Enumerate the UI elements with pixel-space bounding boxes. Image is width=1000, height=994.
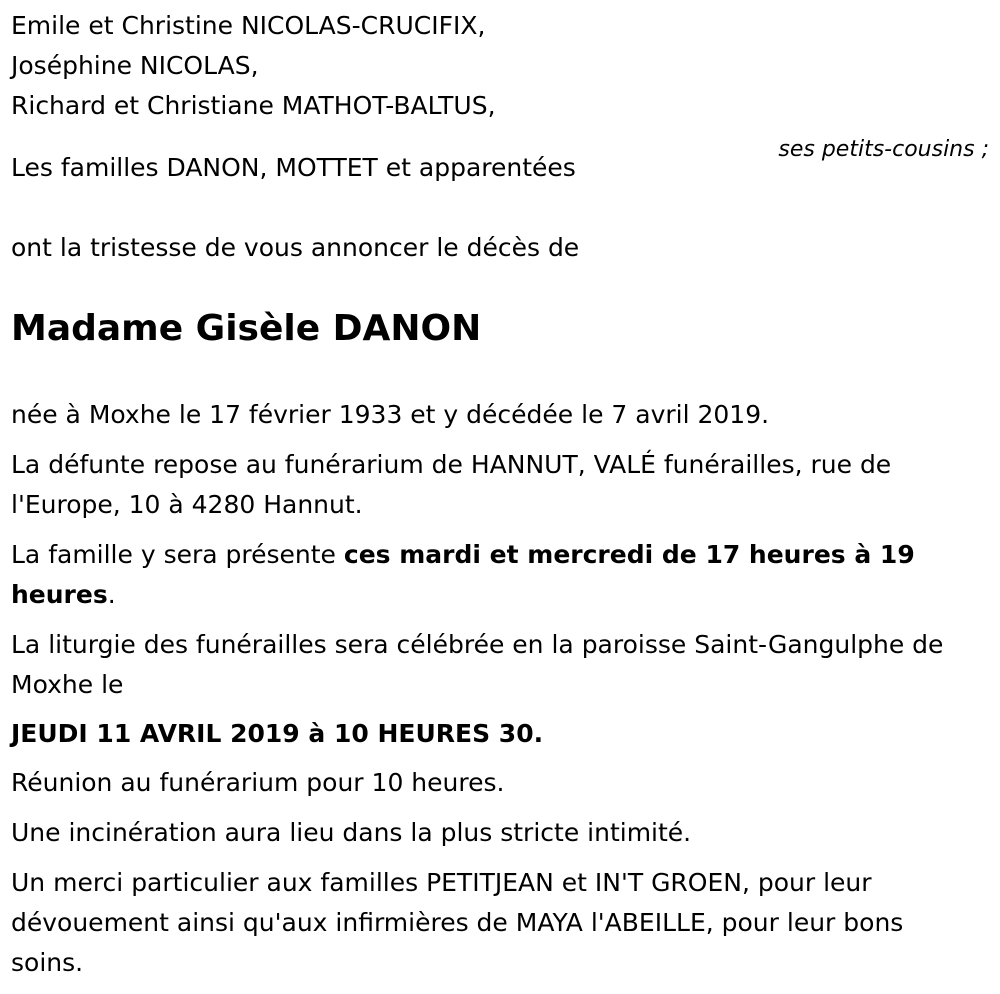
liturgy-details: La liturgie des funérailles sera célébrée en la paroisse Saint-Gangulphe de Moxhe le xyxy=(11,630,944,699)
presence-prefix: La famille y sera présente xyxy=(11,540,344,569)
presence-suffix: . xyxy=(107,580,116,609)
signer-line: Joséphine NICOLAS, xyxy=(11,51,259,80)
signer-line: Richard et Christiane MATHOT-BALTUS, xyxy=(11,91,496,120)
deceased-name: Madame Gisèle DANON xyxy=(11,308,482,349)
repose-location: La défunte repose au funérarium de HANNUT, VALÉ funérailles, rue de l'Europe, 10 à 4280 Hannut. xyxy=(11,450,892,519)
announcement-intro: ont la tristesse de vous annoncer le décès de xyxy=(11,233,580,262)
birth-death-details: née à Moxhe le 17 février 1933 et y décédée le 7 avril 2019. xyxy=(11,400,770,429)
signer-line: Emile et Christine NICOLAS-CRUCIFIX, xyxy=(11,11,486,40)
thanks-message: Un merci particulier aux familles PETITJEAN et IN'T GROEN, pour leur dévouement ainsi qu'aux infirmières de MAYA l'ABEILLE, pour leur bons soins. xyxy=(11,868,904,977)
funeral-date: JEUDI 11 AVRIL 2019 à 10 HEURES 30. xyxy=(11,719,544,748)
meeting-details: Réunion au funérarium pour 10 heures. xyxy=(11,768,505,797)
cremation-details: Une incinération aura lieu dans la plus stricte intimité. xyxy=(11,818,692,847)
families-line: Les familles DANON, MOTTET et apparentées xyxy=(11,153,576,182)
family-presence xyxy=(11,535,971,615)
presence-times: ces mardi et mercredi de 17 heures à 19 heures xyxy=(11,540,915,609)
signers-relationship: ses petits-cousins ; xyxy=(778,137,989,162)
